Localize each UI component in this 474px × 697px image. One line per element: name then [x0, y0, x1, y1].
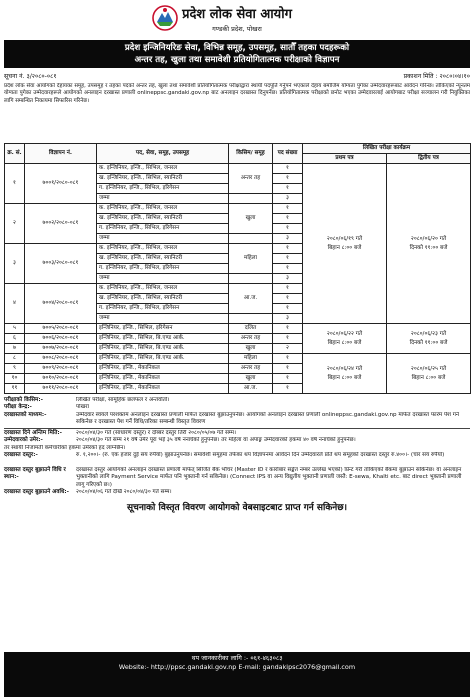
exam-date: २०८०/०६/२४ गते [326, 365, 363, 372]
row-count: १ [273, 264, 303, 274]
exam-time: दिनको ११:०० बजे [409, 339, 448, 346]
banner-line-2: अन्तर तह, खुला तथा समावेशी प्रतियोगितात्मक परीक्षाको विज्ञापन [134, 55, 340, 65]
row-post: ख. इन्जिनियर, इन्जि., सिभिल, स्यानिटरी [97, 294, 229, 304]
payment-value: दरखास्त दस्तुर आयोगको अनलाइन दरखास्त प्रणाली मार्फत् सिर्जित बैंक भौचर (Master ID र कारोबार सङ्केत नम्बर उल्लेख भएको) प्रिन्ट गरी तोकिएको बैंकमा बुझाउन सकिनेछ। वा अनलाइन भुक्तानीको लागि Payment Service मार्फत पनि भुक्तानी गर्न सकिनेछ। (Connect IPS वा अन्य विद्युतीय भुक्तानी प्रणाली जस्तै: E-sewa, Khalti etc. बाट direct भुक्तानी प्रणाली लागू गरिएको छ।) [76, 467, 462, 488]
detail-row [4, 397, 470, 404]
header-exam-schedule: लिखित परीक्षा कार्यक्रम [303, 144, 471, 154]
row-type: महिला [229, 244, 273, 274]
row-type: खुला [229, 344, 273, 354]
row-count: १ [273, 374, 303, 384]
row-post: इन्जिनियर, इन्जि., मेकानिकल [97, 374, 229, 384]
row-count: १ [273, 224, 303, 234]
exam-date: २०८०/०६/२० गते [410, 235, 447, 242]
divider [4, 428, 470, 429]
row-type: अन्तर तह [229, 164, 273, 194]
row-count: २ [273, 344, 303, 354]
row-count: १ [273, 164, 303, 174]
row-ad-no: ७००५/२०८०-०८१ [25, 324, 97, 334]
publication-date: प्रकाशन मिति : २०८०।०४।१० [403, 73, 470, 80]
row-post: इन्जिनियर, इन्जि., मेकानिकल [97, 364, 229, 374]
detail-row [4, 452, 470, 467]
detail-row [4, 412, 470, 427]
row-count: १ [273, 214, 303, 224]
title-banner [4, 40, 470, 68]
age-note: तर स्थायी निजामती कर्मचारीको हकमा उमेरको हद लाग्नेछैन। [4, 444, 126, 451]
row-post: ख. इन्जिनियर, इन्जि., सिभिल, स्यानिटरी [97, 174, 229, 184]
method-label: दरखास्तको माध्यम:- [4, 411, 47, 418]
row-post: इन्जिनियर, इन्जि., सिभिल, बि.एण्ड आर्क. [97, 334, 229, 344]
row-post: इन्जिनियर, इन्जि., मेकानिकल [97, 384, 229, 394]
website-notice: सूचनाको विस्तृत विवरण आयोगको वेबसाइटबाट प्राप्त गर्न सकिनेछ। [127, 503, 347, 514]
row-ad-no: ७००७/२०८०-०८१ [25, 344, 97, 354]
row-sn: ९ [5, 364, 25, 374]
row-post: ख. इन्जिनियर, इन्जि., सिभिल, स्यानिटरी [97, 214, 229, 224]
empty-cell [229, 274, 273, 284]
row-ad-no: ७००४/२०८०-०८१ [25, 284, 97, 324]
row-post: ग. इन्जिनियर, इन्जि., सिभिल, इरिगेसन [97, 184, 229, 194]
row-sn: ३ [5, 244, 25, 284]
row-count: १ [273, 384, 303, 394]
row-count: ३ [273, 234, 303, 244]
exam-time: बिहान ८:०० बजे [327, 244, 362, 251]
refund-value: २०८०/०४/०६ गते देखि २०८०/०४/३० गते सम्म। [76, 489, 172, 496]
detail-row [4, 437, 470, 444]
table-row [5, 164, 471, 174]
vacancy-table [4, 143, 471, 394]
footer [4, 652, 470, 697]
row-count: ३ [273, 314, 303, 324]
method-value: उम्मेदवार स्वंयले परशक्तम अनलाइन दरखास्त प्रणाली मार्फत दरखास्त बुझाउनुपर्नेछ। आयोगको अनलाइन दरखास्त प्रणाली onlineppsc.gandaki.gov.np मार्फत दरखास्त फारम पेश गर्न सकिनेछ र दरखास्त पेश गर्ने विधि/तरिका सम्बन्धी विस्तृत विवरण [76, 411, 460, 426]
row-count: १ [273, 304, 303, 314]
row-sn: ८ [5, 354, 25, 364]
row-count: १ [273, 364, 303, 374]
row-post: क. इन्जिनियर, इन्जि., सिभिल, जनरल [97, 204, 229, 214]
row-count: ३ [273, 194, 303, 204]
refund-label: दरखास्त दस्तुर बुझाउने अवधि:- [4, 489, 69, 496]
exam-date: २०८०/०६/२३ गते [410, 330, 447, 337]
row-ad-no: ७०११/२०८०-०८१ [25, 384, 97, 394]
exam-date: २०८०/०६/२२ गते [326, 330, 363, 337]
row-sn: ४ [5, 284, 25, 324]
government-emblem-icon [152, 4, 178, 32]
age-value: २०८०/०४/३० गते सम्म २१ वर्ष उमेर पूरा भई ३५ वर्ष ननाघेको हुनुपर्नेछ। तर महिला वा अपाङ्ग उम्मेदवारको हकमा ४० वर्ष ननाघेको हुनुपर्नेछ। [76, 437, 356, 444]
deadline-value: २०८०/०४/३० गते (साधारण दस्तुर) र दोब्बर दस्तुर तिरी २०८०/०५/०७ गते सम्म। [76, 429, 237, 436]
row-total: जम्मा [97, 234, 229, 244]
header-count: पद संख्या [273, 144, 303, 164]
row-type: महिला [229, 354, 273, 364]
row-type: दलित [229, 324, 273, 334]
header-sn: क्र. सं. [5, 144, 25, 164]
row-count: १ [273, 204, 303, 214]
row-type: खुला [229, 204, 273, 234]
row-count: ३ [273, 274, 303, 284]
row-count: १ [273, 174, 303, 184]
header-paper-1: प्रथम पत्र [303, 154, 387, 164]
header [4, 2, 470, 38]
header-type: किसिम/ समूह [229, 144, 273, 164]
row-sn: ६ [5, 334, 25, 344]
exam-time: बिहान ८:०० बजे [327, 374, 362, 381]
exam-date: २०८०/०६/१९ गते [326, 235, 363, 242]
row-post: ग. इन्जिनियर, इन्जि., सिभिल, इरिगेसन [97, 224, 229, 234]
exam-type-value: लिखित परीक्षा, सामूहिक छलफल र अन्तर्वार्ता। [76, 397, 170, 403]
deadline-label: दरखास्त दिने अन्तिम मिति:- [4, 429, 62, 436]
exam-time: बिहान ८:०० बजे [327, 339, 362, 346]
row-sn: १० [5, 374, 25, 384]
details-section [4, 397, 470, 496]
row-ad-no: ७००३/२०८०-०८१ [25, 244, 97, 284]
row-type: खुला [229, 374, 273, 384]
row-type: आ.ज. [229, 384, 273, 394]
intro-paragraph: प्रदेश लोक सेवा आयोगको देहायका समूह, उपसमूह र तहका पदको अन्तर तह, खुला तथा समावेशी प्रतियोगितात्मक परीक्षाद्वारा स्थायी पदपूर्ति गर्नुपर्ने भएकाले देहाय बमोजिम योग्यता पुगेका उम्मेदवारहरूबाट आवेदन गरिन्छ। तोकिएको न्यूनतम योग्यता पुगेका उम्मेदवारहरूले आयोगको अनलाइन दरखास्त प्रणाली onlineppsc.gandaki.gov.np बाट अनलाइन दरखास्त दिनुपर्नेछ। प्रतियोगितात्मक परीक्षाको छनोट भएका उम्मेदवारलाई आयोगबाट परीक्षा सञ्चालन गरी नियुक्तिका लागि सम्बन्धित निकायमा सिफारिस गरिनेछ। [4, 83, 470, 104]
row-post: इन्जिनियर, इन्जि., सिभिल, बि.एण्ड आर्क. [97, 344, 229, 354]
row-type: अन्तर तह [229, 334, 273, 344]
exam-paper-1-block-1 [303, 164, 387, 324]
row-post: क. इन्जिनियर, इन्जि., सिभिल, जनरल [97, 164, 229, 174]
empty-cell [229, 314, 273, 324]
exam-time: बिहान ८:०० बजे [411, 374, 446, 381]
empty-cell [229, 234, 273, 244]
detail-row [4, 430, 470, 437]
row-total: जम्मा [97, 194, 229, 204]
row-sn: ५ [5, 324, 25, 334]
row-type: आ.ज. [229, 284, 273, 314]
row-count: १ [273, 324, 303, 334]
row-count: १ [273, 244, 303, 254]
row-post: ग. इन्जिनियर, इन्जि., सिभिल, इरिगेसन [97, 264, 229, 274]
row-count: १ [273, 284, 303, 294]
notice-meta [4, 71, 470, 80]
exam-center-label: परीक्षा केन्द्र:- [4, 404, 32, 411]
exam-paper-2-block-3 [387, 354, 471, 394]
row-post: क. इन्जिनियर, इन्जि., सिभिल, जनरल [97, 284, 229, 294]
row-sn: ७ [5, 344, 25, 354]
row-sn: ११ [5, 384, 25, 394]
row-sn: १ [5, 164, 25, 204]
notice-number: सूचना नं. ३/२०८०-०८१ [4, 73, 57, 80]
fee-label: दरखास्त दस्तुर:- [4, 452, 38, 459]
exam-type-label: परीक्षाको किसिम:- [4, 397, 43, 403]
exam-date: २०८०/०६/२५ गते [410, 365, 447, 372]
table-row [5, 354, 471, 364]
row-count: १ [273, 184, 303, 194]
exam-time: दिनको ११:०० बजे [409, 244, 448, 251]
row-type: अन्तर तह [229, 364, 273, 374]
row-ad-no: ७००९/२०८०-०८१ [25, 364, 97, 374]
row-ad-no: ७०१०/२०८०-०८१ [25, 374, 97, 384]
row-total: जम्मा [97, 274, 229, 284]
payment-label: दरखास्त दस्तुर बुझाउने विधि र स्थान:- [4, 467, 66, 481]
row-sn: २ [5, 204, 25, 244]
table-row [5, 324, 471, 334]
exam-paper-1-block-3 [303, 354, 387, 394]
row-count: १ [273, 254, 303, 264]
row-ad-no: ७००६/२०८०-०८१ [25, 334, 97, 344]
exam-paper-2-block-1 [387, 164, 471, 324]
row-ad-no: ७००२/२०८०-०८१ [25, 204, 97, 244]
header-ad-no: विज्ञापन नं. [25, 144, 97, 164]
header-post: पद, सेवा, समूह, उपसमूह [97, 144, 229, 164]
row-post: इन्जिनियर, इन्जि., सिभिल, बि.एण्ड आर्क. [97, 354, 229, 364]
row-ad-no: ७००८/२०८०-०८१ [25, 354, 97, 364]
footer-contact: थप जानकारीका लागि :- ०६१-४६३०८३ [191, 654, 283, 662]
row-count: १ [273, 354, 303, 364]
empty-cell [229, 194, 273, 204]
row-count: १ [273, 334, 303, 344]
detail-row [4, 404, 470, 411]
row-total: जम्मा [97, 314, 229, 324]
org-subtitle: गण्डकी प्रदेश, पोखरा [212, 25, 262, 33]
row-post: ग. इन्जिनियर, इन्जि., सिभिल, इरिगेसन [97, 304, 229, 314]
age-label: उम्मेदवारको उमेर:- [4, 437, 43, 444]
exam-paper-1-block-2 [303, 324, 387, 354]
detail-row [4, 445, 470, 452]
banner-line-1: प्रदेश इन्जिनियरिङ सेवा, विभिन्न समूह, उपसमूह, सातौँ तहका पदहरूको [124, 43, 350, 53]
row-post: ख. इन्जिनियर, इन्जि., सिभिल, स्यानिटरी [97, 254, 229, 264]
header-paper-2: द्वितीय पत्र [387, 154, 471, 164]
row-ad-no: ७००१/२०८०-०८१ [25, 164, 97, 204]
fee-value: रु. १,२००।- (रु. एक हजार दुई सय रुपैयाँ) बुझाउनुपर्नेछ। समावेशी समूहमा तर्फका थप विज्ञापनमा आवेदन दिन उम्मेदवारले प्रति थप समूहको दरखास्त दस्तुर रु.४००।- (चार सय रुपैयाँ) [76, 452, 445, 459]
footer-website: Website:- http://ppsc.gandaki.gov.np E-mail: gandakipsc2076@gmail.com [118, 663, 356, 671]
row-post: इन्जिनियर, इन्जि., सिभिल, इरिगेसन [97, 324, 229, 334]
row-count: १ [273, 294, 303, 304]
detail-row [4, 467, 470, 489]
exam-center-value: पोखरा [76, 404, 89, 411]
row-post: क. इन्जिनियर, इन्जि., सिभिल, जनरल [97, 244, 229, 254]
detail-row [4, 489, 470, 496]
org-name: प्रदेश लोक सेवा आयोग [182, 7, 292, 22]
exam-paper-2-block-2 [387, 324, 471, 354]
